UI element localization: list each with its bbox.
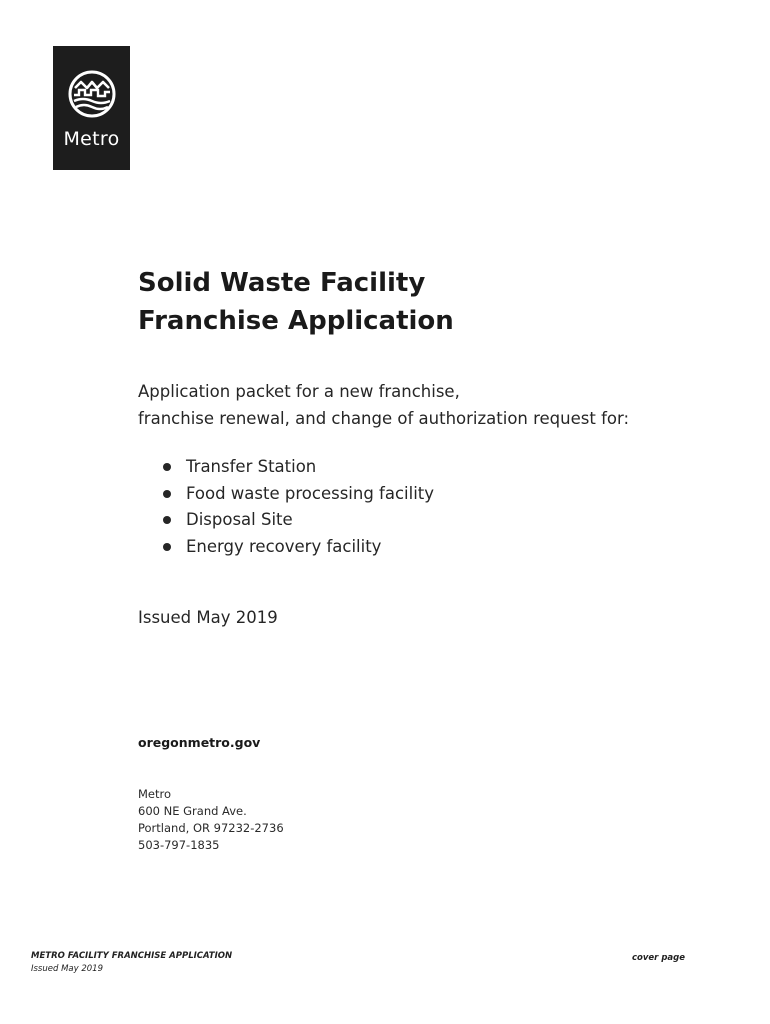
list-item-label: Disposal Site bbox=[186, 510, 293, 529]
intro-line-2: franchise renewal, and change of authorization request for: bbox=[138, 409, 630, 428]
list-item-label: Transfer Station bbox=[186, 457, 317, 476]
address-phone: 503-797-1835 bbox=[138, 838, 220, 852]
document-title bbox=[138, 264, 454, 340]
title-line-1: Solid Waste Facility bbox=[138, 268, 426, 298]
website-link[interactable]: oregonmetro.gov bbox=[138, 735, 261, 750]
address-street: 600 NE Grand Ave. bbox=[138, 804, 247, 818]
page-label: cover page bbox=[632, 953, 686, 963]
intro-text bbox=[138, 378, 629, 432]
bullet-icon bbox=[163, 463, 171, 471]
list-item bbox=[163, 534, 434, 561]
page-footer bbox=[31, 950, 232, 976]
list-item bbox=[163, 481, 434, 508]
bullet-icon bbox=[163, 490, 171, 498]
facility-type-list bbox=[163, 454, 434, 560]
list-item-label: Energy recovery facility bbox=[186, 536, 382, 556]
address-name: Metro bbox=[138, 787, 172, 801]
bullet-icon bbox=[163, 516, 171, 524]
list-item bbox=[163, 454, 434, 481]
title-line-2: Franchise Application bbox=[138, 306, 454, 336]
issued-date: Issued May 2019 bbox=[138, 608, 278, 627]
list-item bbox=[163, 507, 434, 534]
intro-line-1: Application packet for a new franchise, bbox=[138, 382, 460, 401]
metro-wordmark: Metro bbox=[63, 128, 120, 150]
list-item-label: Food waste processing facility bbox=[186, 483, 435, 503]
footer-title: METRO FACILITY FRANCHISE APPLICATION bbox=[31, 951, 233, 961]
mailing-address bbox=[138, 786, 284, 854]
metro-logo-icon bbox=[65, 66, 119, 124]
bullet-icon bbox=[163, 543, 171, 551]
address-city: Portland, OR 97232-2736 bbox=[138, 821, 284, 835]
footer-issued: Issued May 2019 bbox=[31, 964, 103, 974]
metro-logo bbox=[53, 46, 130, 170]
